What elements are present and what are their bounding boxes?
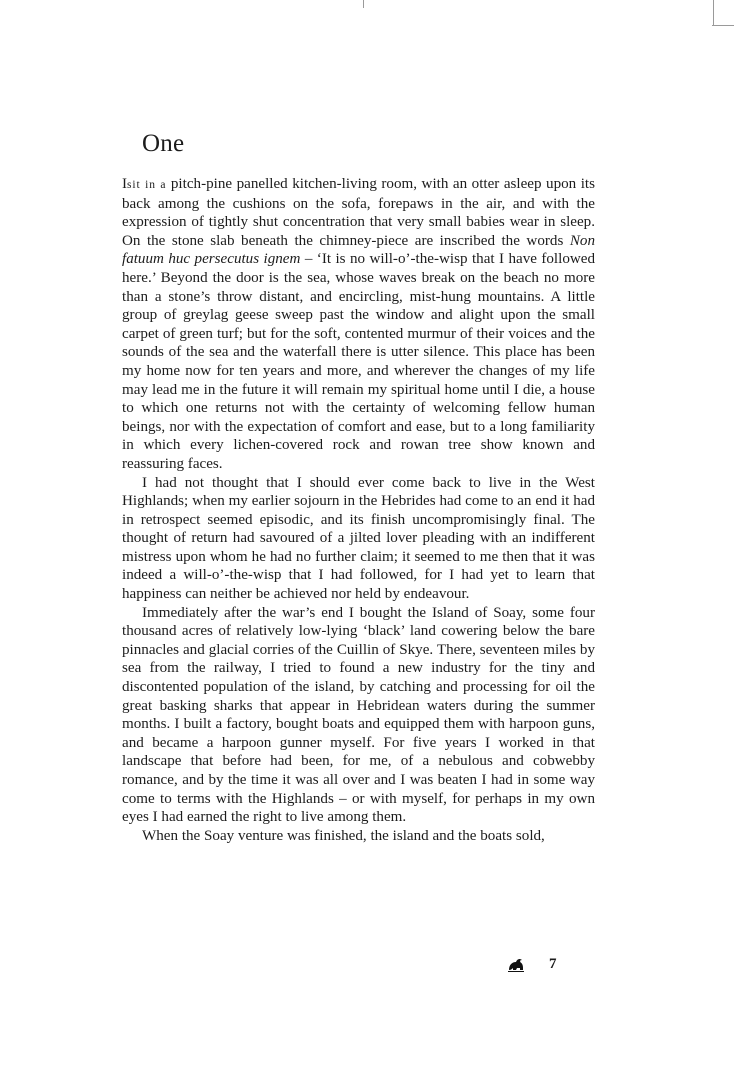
paragraph-3: Immediately after the war’s end I bought the Island of Soay, some four thousand acres of relatively low-lying ‘black’ land cowering below the bare pinnacles and glacial corries of the Cuillin of Skye. There, seventeen miles by sea from the railway, I tried to found a new industry for the tiny and discontented population of the island, by catching and processing for oil the great basking sharks that appear in Hebridean waters during the summer months. I built a factory, bought boats and equipped them with harpoon guns, and became a harpoon gunner myself. For five years I worked in that landscape that before had been, for me, of a nebulous and cobwebby romance, and by the time it was all over and I was beaten I had in some way come to terms with the Highlands – or with myself, for perhaps in my own eyes I had earned the right to live among them.: [122, 604, 595, 826]
otter-icon: [507, 956, 525, 973]
body-text: [122, 175, 595, 845]
page-footer: [507, 955, 557, 973]
latin-inscription: Non fatuum huc persecutus ignem: [122, 232, 595, 268]
crop-mark-top-right: [713, 0, 714, 26]
crop-mark-right: [712, 25, 734, 26]
page-number: 7: [549, 956, 557, 972]
paragraph-4: When the Soay venture was finished, the island and the boats sold,: [142, 827, 545, 844]
crop-mark-top-left: [363, 0, 364, 8]
paragraph-2: I had not thought that I should ever come back to live in the West Highlands; when my earlier sojourn in the Hebrides had come to an end it had in retrospect seemed episodic, and its finish uncompromisingly final. The thought of return had savoured of a jilted lover pleading with an indifferent mistress upon whom he had no further claim; it seemed to me then that it was indeed a will-o’-the-wisp that I had followed, for I had yet to learn that happiness can neither be achieved nor held by endeavour.: [122, 474, 595, 603]
paragraph-1-text-b: – ‘It is no will-o’-the-wisp that I have followed here.’ Beyond the door is the sea, whose waves break on the beach no more than a stone’s throw distant, and encircling, mist-hung mountains. A little group of greylag geese sweep past the window and alight upon the small carpet of green turf; but for the soft, contented murmur of their voices and the sounds of the sea and the waterfall there is utter silence. This place has been my home now for ten years and more, and wherever the changes of my life may lead me in the future it will remain my spiritual home until I die, a house to which one returns not with the certainty of welcoming fellow human beings, nor with the expectation of comfort and ease, but to a long familiarity in which every lichen-covered rock and rowan tree show known and reassuring faces.: [122, 251, 596, 472]
opening-smallcaps: sit in a: [127, 179, 167, 191]
opening-initial: I: [122, 176, 128, 192]
chapter-title: One: [142, 130, 185, 157]
paragraph-1-text-a: pitch-pine panelled kitchen-living room, with an otter asleep upon its back among the cushions on the sofa, forepaws in the air, and with the expression of tightly shut concentration that very small babies wear in sleep. On the stone slab beneath the chimney-piece are inscribed the words: [122, 176, 595, 249]
paragraph-1: [122, 175, 595, 474]
